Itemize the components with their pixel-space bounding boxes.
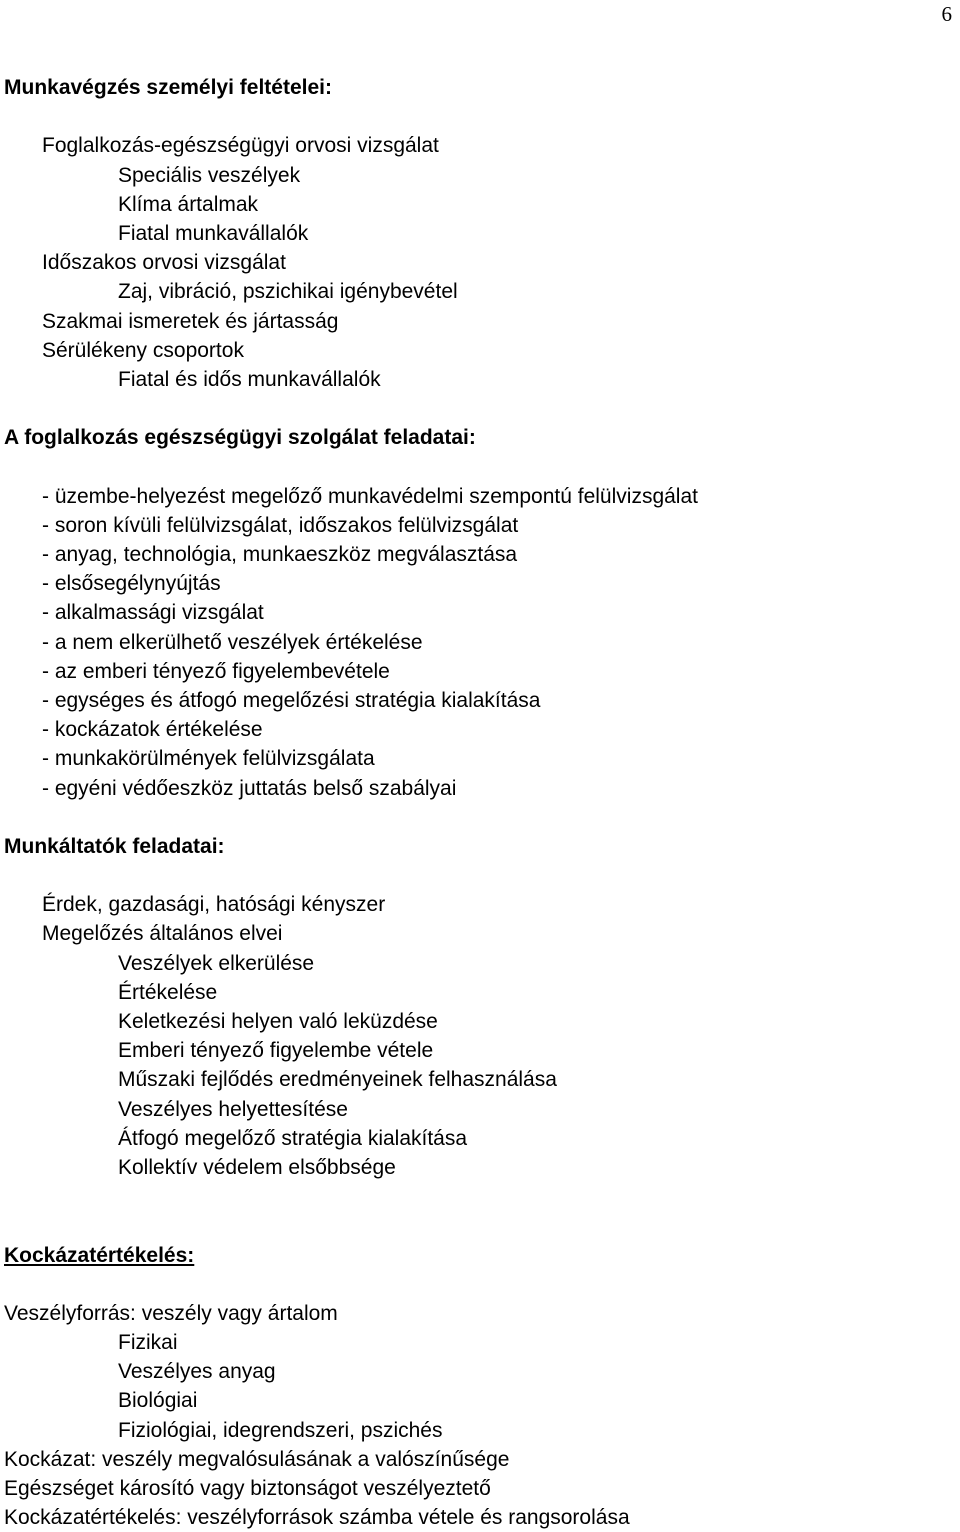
- list-item: Átfogó megelőző stratégia kialakítása: [118, 1126, 468, 1150]
- list-item: Kockázatértékelés: veszélyforrások számba vétele és rangsorolása: [4, 1506, 630, 1530]
- list-item: Fiatal és idős munkavállalók: [118, 367, 381, 391]
- list-item: Érdek, gazdasági, hatósági kényszer: [42, 893, 386, 917]
- list-item: - az emberi tényező figyelembevétele: [42, 659, 390, 683]
- list-item: Egészséget károsító vagy biztonságot veszélyeztető: [4, 1477, 491, 1500]
- list-item: Speciális veszélyek: [118, 163, 301, 187]
- list-item: - munkakörülmények felülvizsgálata: [42, 747, 375, 771]
- list-item: Veszélyforrás: veszély vagy ártalom: [4, 1301, 338, 1325]
- list-item: - soron kívüli felülvizsgálat, időszakos felülvizsgálat: [42, 513, 519, 537]
- list-item: Szakmai ismeretek és jártasság: [42, 309, 339, 333]
- list-item: Időszakos orvosi vizsgálat: [42, 251, 286, 275]
- section-heading-health-service-tasks: A foglalkozás egészségügyi szolgálat feladatai:: [4, 426, 476, 450]
- list-item: Zaj, vibráció, pszichikai igénybevétel: [118, 280, 458, 304]
- list-item: Műszaki fejlődés eredményeinek felhasználása: [118, 1068, 557, 1092]
- list-item: Fizikai: [118, 1331, 178, 1355]
- spacer: [4, 102, 954, 131]
- list-item: Kockázat: veszély megvalósulásának a valószínűsége: [4, 1447, 510, 1471]
- list-item: - üzembe-helyezést megelőző munkavédelmi szempontú felülvizsgálat: [42, 484, 698, 508]
- spacer: [4, 1182, 954, 1211]
- section-heading-personal-conditions: Munkavégzés személyi feltételei:: [4, 76, 332, 99]
- list-item: - a nem elkerülhető veszélyek értékelése: [42, 630, 423, 654]
- list-item: Biológiai: [118, 1389, 198, 1413]
- list-item: Fiatal munkavállalók: [118, 221, 309, 245]
- list-item: Veszélyes anyag: [118, 1360, 276, 1384]
- list-item: Kollektív védelem elsőbbsége: [118, 1155, 396, 1179]
- list-item: - elsősegélynyújtás: [42, 572, 221, 596]
- spacer: [4, 394, 954, 423]
- document-body: [4, 73, 954, 1532]
- section-heading-risk-assessment: Kockázatértékelés:: [4, 1243, 195, 1267]
- list-item: - egyéni védőeszköz juttatás belső szabályai: [42, 776, 457, 800]
- spacer: [4, 861, 954, 890]
- spacer: [4, 803, 954, 832]
- list-item: Emberi tényező figyelembe vétele: [118, 1039, 434, 1063]
- page-number: 6: [941, 2, 952, 26]
- section-heading-employer-tasks: Munkáltatók feladatai:: [4, 834, 225, 858]
- list-item: Klíma ártalmak: [118, 192, 259, 216]
- list-item: Értékelése: [118, 980, 218, 1004]
- spacer: [4, 1270, 954, 1299]
- spacer: [4, 1211, 954, 1240]
- list-item: Keletkezési helyen való leküzdése: [118, 1010, 438, 1033]
- list-item: Veszélyes helyettesítése: [118, 1097, 348, 1121]
- list-item: Fiziológiai, idegrendszeri, pszichés: [118, 1418, 443, 1442]
- list-item: - anyag, technológia, munkaeszköz megválasztása: [42, 543, 518, 566]
- list-item: Foglalkozás-egészségügyi orvosi vizsgálat: [42, 134, 439, 158]
- list-item: Megelőzés általános elvei: [42, 922, 283, 946]
- list-item: Veszélyek elkerülése: [118, 951, 315, 975]
- list-item: - alkalmassági vizsgálat: [42, 601, 264, 625]
- list-item: - kockázatok értékelése: [42, 718, 263, 742]
- spacer: [4, 452, 954, 481]
- list-item: - egységes és átfogó megelőzési stratégia kialakítása: [42, 688, 541, 712]
- list-item: Sérülékeny csoportok: [42, 338, 244, 362]
